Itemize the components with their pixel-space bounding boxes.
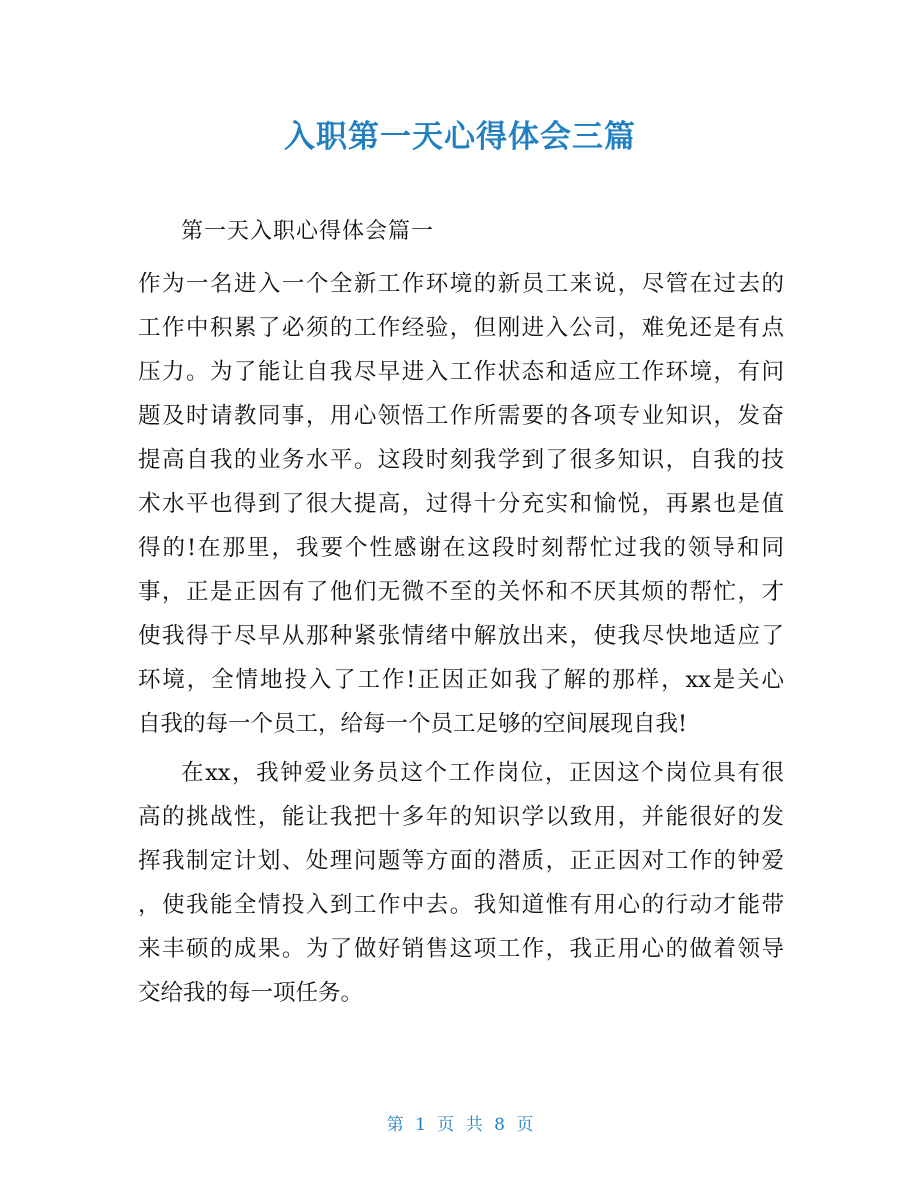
paragraph-2-line: 来丰硕的成果。为了做好销售这项工作，我正用心的做着领导 — [138, 936, 784, 962]
paragraph-1-line: 环境，全情地投入了工作!正因正如我了解的那样，xx是关心 — [138, 667, 784, 693]
paragraph-1-line: 事，正是正因有了他们无微不至的关怀和不厌其烦的帮忙，才 — [138, 579, 784, 605]
paragraph-2-line: 挥我制定计划、处理问题等方面的潜质，正正因对工作的钟爱 — [138, 848, 784, 874]
paragraph-2-line: ，使我能全情投入到工作中去。我知道惟有用心的行动才能带 — [138, 892, 784, 918]
paragraph-1-line: 术水平也得到了很大提高，过得十分充实和愉悦，再累也是值 — [138, 491, 784, 517]
paragraph-2-line: 交给我的每一项任务。 — [138, 980, 364, 1006]
paragraph-1-line: 题及时请教同事，用心领悟工作所需要的各项专业知识，发奋 — [138, 403, 784, 429]
document-title: 入职第一天心得体会三篇 — [284, 119, 636, 155]
paragraph-1-line: 得的!在那里，我要个性感谢在这段时刻帮忙过我的领导和同 — [138, 535, 784, 561]
paragraph-1-line: 提高自我的业务水平。这段时刻我学到了很多知识，自我的技 — [138, 447, 784, 473]
page-number-footer: 第 1 页 共 8 页 — [386, 1115, 534, 1135]
paragraph-1-line: 压力。为了能让自我尽早进入工作状态和适应工作环境，有问 — [138, 359, 784, 385]
section-heading: 第一天入职心得体会篇一 — [181, 219, 435, 244]
paragraph-1-line: 作为一名进入一个全新工作环境的新员工来说，尽管在过去的 — [138, 271, 784, 297]
paragraph-2-line: 在xx，我钟爱业务员这个工作岗位，正因这个岗位具有很 — [181, 760, 784, 786]
paragraph-2-line: 高的挑战性，能让我把十多年的知识学以致用，并能很好的发 — [138, 804, 784, 830]
paragraph-1-line: 自我的每一个员工，给每一个员工足够的空间展现自我! — [138, 711, 688, 737]
paragraph-1-line: 使我得于尽早从那种紧张情绪中解放出来，使我尽快地适应了 — [138, 623, 784, 649]
paragraph-1-line: 工作中积累了必须的工作经验，但刚进入公司，难免还是有点 — [138, 315, 784, 341]
